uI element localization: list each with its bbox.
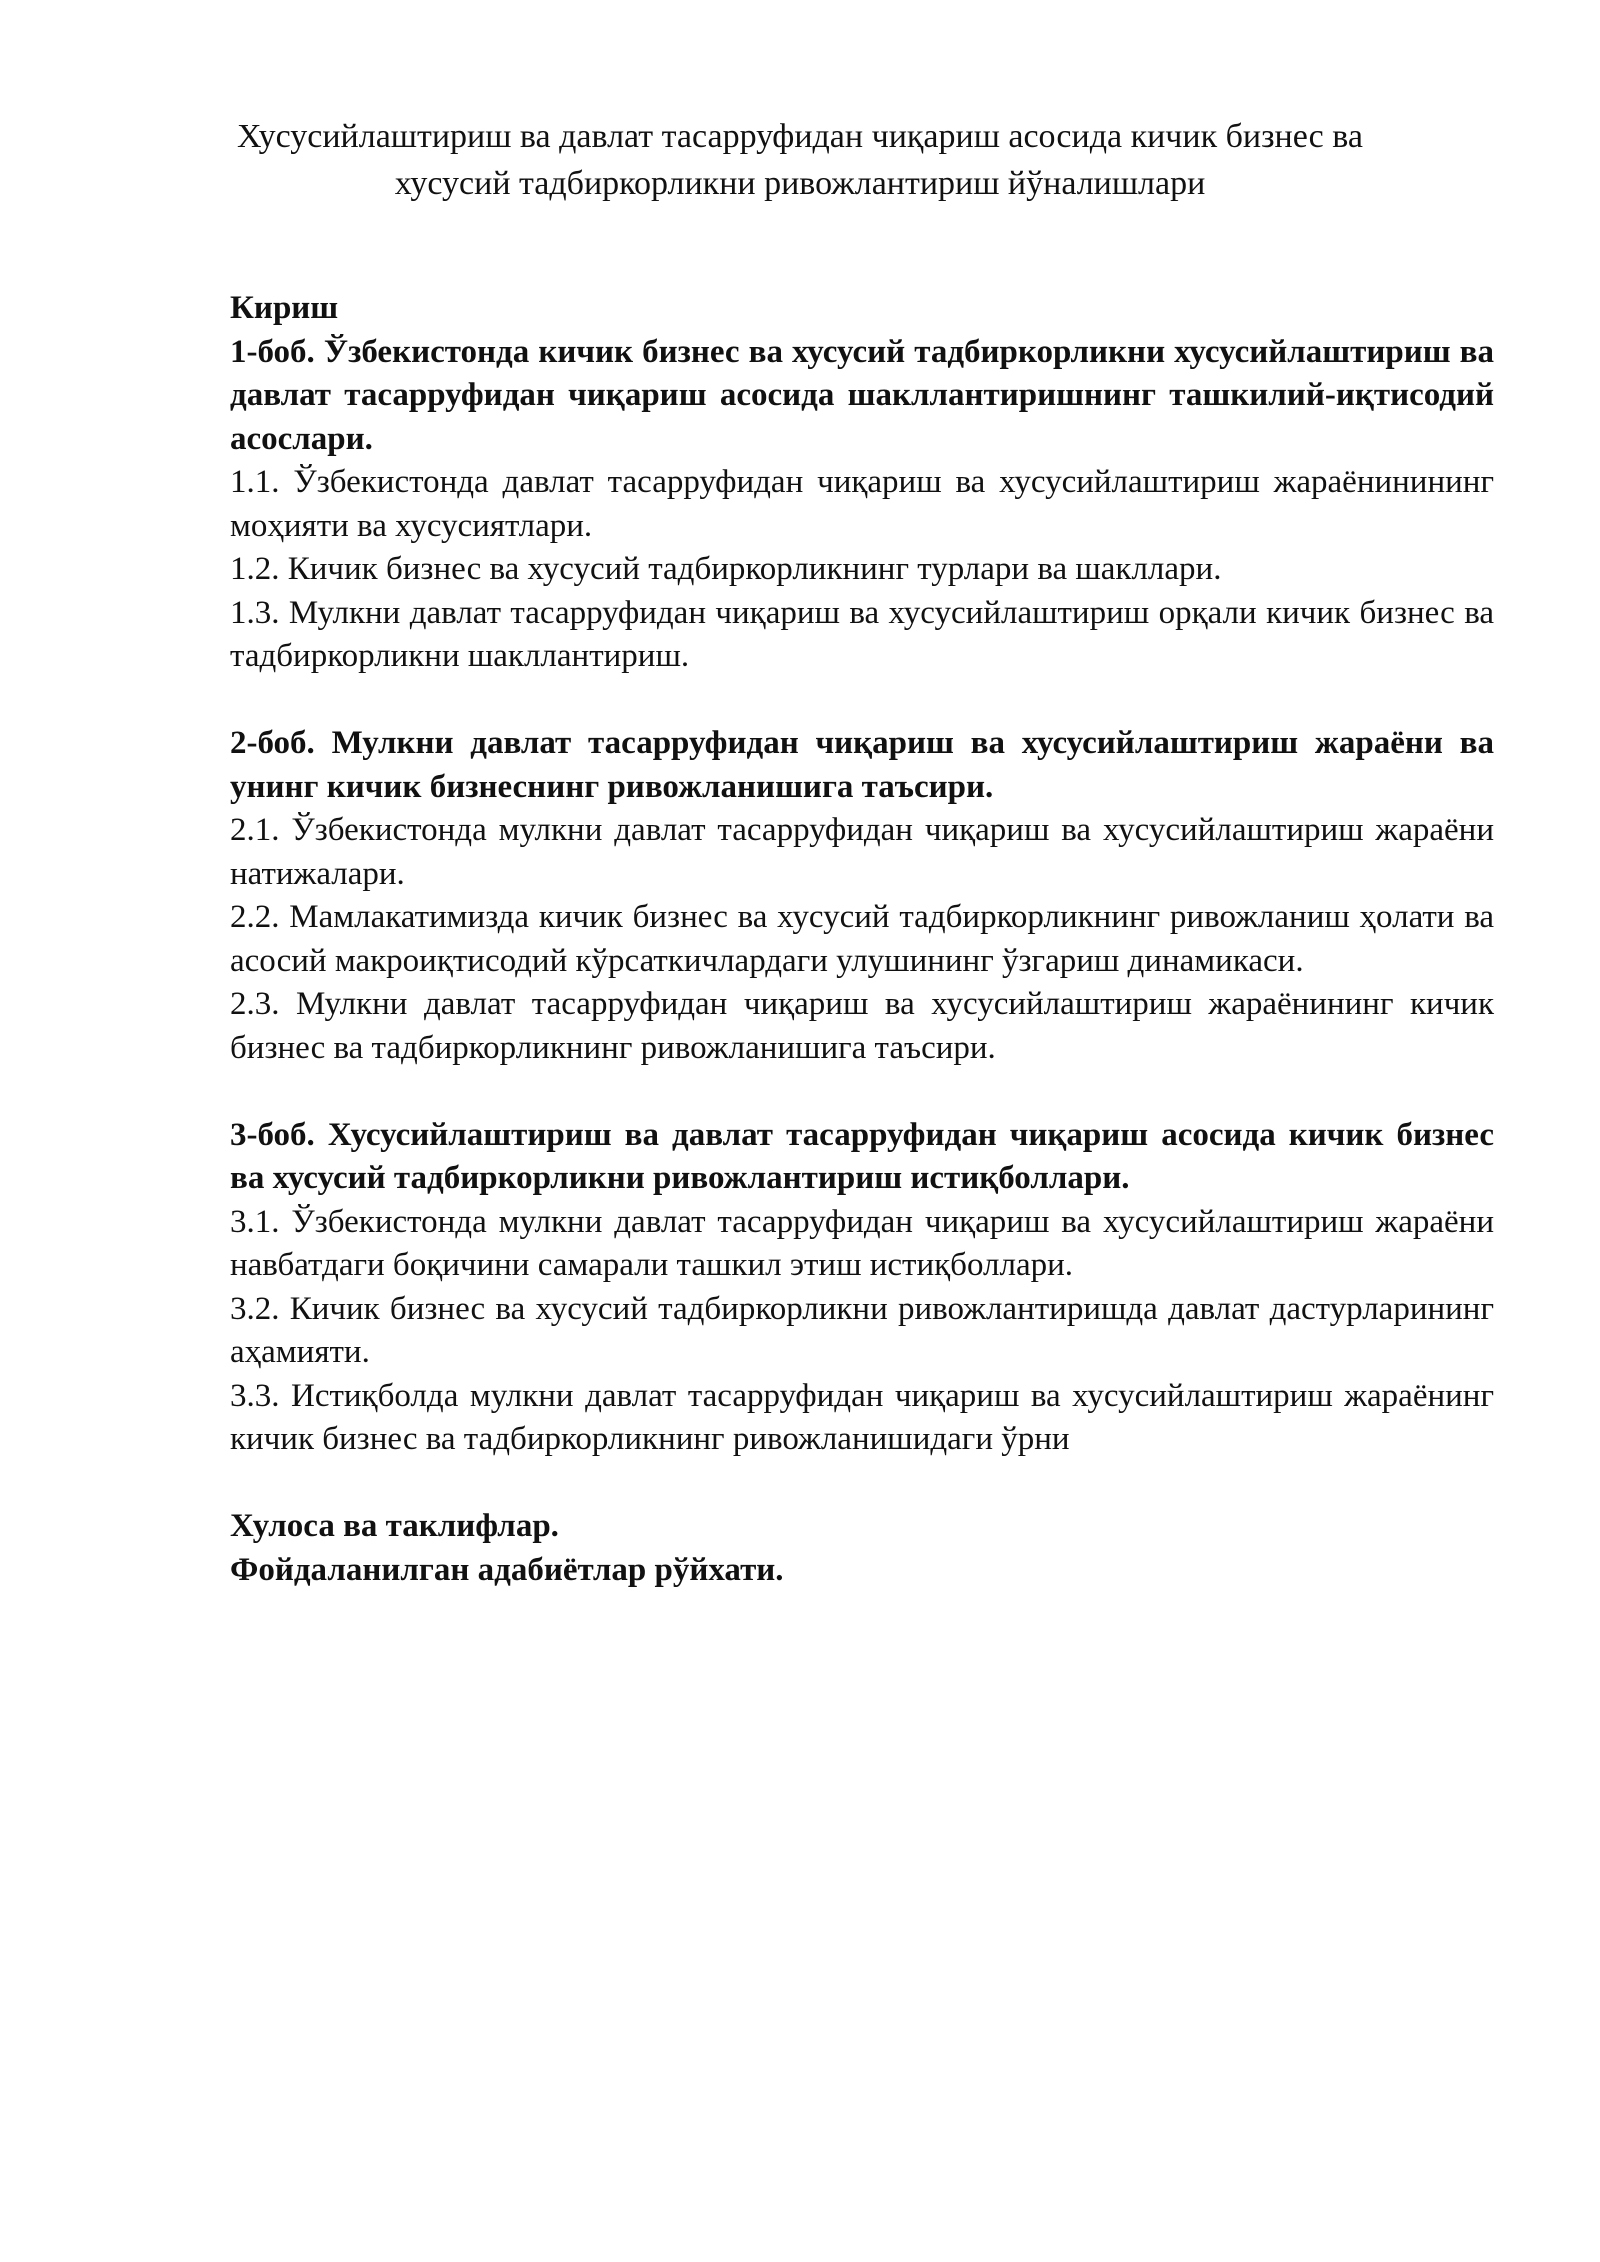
- references-heading: Фойдаланилган адабиётлар рўйхати.: [230, 1551, 784, 1588]
- chapter-3-heading: 3-боб. Хусусийлаштириш ва давлат тасарруфидан чиқариш асосида кичик бизнес ва хусусий тадбиркорликни ривожлантириш истиқболлари.: [230, 1116, 1494, 1196]
- document-title-line-2: хусусий тадбиркорликни ривожлантириш йўналишлари: [394, 165, 1206, 202]
- document-title: [200, 113, 1400, 207]
- section-1-1: 1.1. Ўзбекистонда давлат тасарруфидан чиқариш ва хусусийлаштириш жараёнинининг моҳияти ва хусусиятлари.: [230, 464, 1494, 544]
- section-2-3: 2.3. Мулкни давлат тасарруфидан чиқариш ва хусусийлаштириш жараёнининг кичик бизнес ва тадбиркорликнинг ривожланишига таъсири.: [230, 986, 1494, 1066]
- section-2-2: 2.2. Мамлакатимизда кичик бизнес ва хусусий тадбиркорликнинг ривожланиш ҳолати ва асосий макроиқтисодий кўрсаткичлардаги улушининг ўзгариш динамикаси.: [230, 899, 1494, 979]
- conclusion-heading: Хулоса ва таклифлар.: [230, 1508, 559, 1544]
- chapter-1-heading: 1-боб. Ўзбекистонда кичик бизнес ва хусусий тадбиркорликни хусусийлаштириш ва давлат тасарруфидан чиқариш асосида шакллантиришнинг ташкилий-иқтисодий асослари.: [230, 333, 1494, 457]
- section-3-2: 3.2. Кичик бизнес ва хусусий тадбиркорликни ривожлантиришда давлат дастурларининг аҳамияти.: [230, 1290, 1494, 1370]
- table-of-contents: [230, 287, 1494, 1592]
- intro-heading: Кириш: [230, 290, 339, 326]
- spacer: [230, 1070, 1494, 1114]
- chapter-2-heading: 2-боб. Мулкни давлат тасарруфидан чиқариш ва хусусийлаштириш жараёни ва унинг кичик бизнеснинг ривожланишига таъсири.: [230, 725, 1494, 805]
- section-1-3: 1.3. Мулкни давлат тасарруфидан чиқариш ва хусусийлаштириш орқали кичик бизнес ва тадбиркорликни шакллантириш.: [230, 594, 1494, 674]
- section-3-3: 3.3. Истиқболда мулкни давлат тасарруфидан чиқариш ва хусусийлаштириш жараёнинг кичик бизнес ва тадбиркорликнинг ривожланишидаги ўрни: [230, 1377, 1494, 1457]
- document-title-line-1: Хусусийлаштириш ва давлат тасарруфидан чиқариш асосида кичик бизнес ва: [237, 118, 1363, 155]
- spacer: [230, 1462, 1494, 1506]
- section-2-1: 2.1. Ўзбекистонда мулкни давлат тасарруфидан чиқариш ва хусусийлаштириш жараёни натижалари.: [230, 812, 1494, 892]
- section-1-2: 1.2. Кичик бизнес ва хусусий тадбиркорликнинг турлари ва шакллари.: [230, 551, 1222, 587]
- spacer: [230, 679, 1494, 723]
- section-3-1: 3.1. Ўзбекистонда мулкни давлат тасарруфидан чиқариш ва хусусийлаштириш жараёни навбатдаги боқичини самарали ташкил этиш истиқболлари.: [230, 1203, 1494, 1283]
